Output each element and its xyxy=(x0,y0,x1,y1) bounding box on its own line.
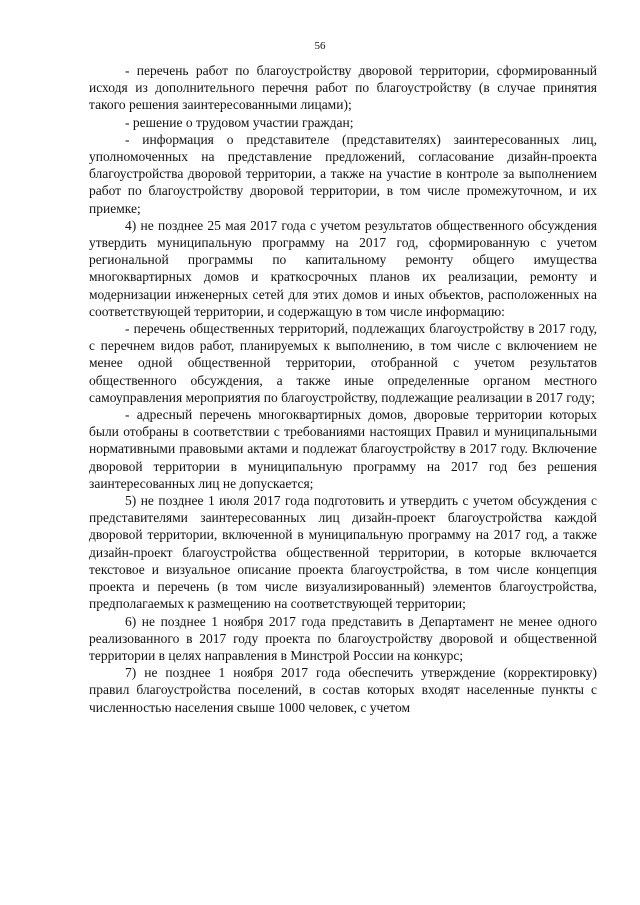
document-body xyxy=(89,62,597,716)
paragraph-item-5: 5) не позднее 1 июля 2017 года подготовить и утвердить с учетом обсуждения с представителями заинтересованных лиц дизайн-проект благоустройства каждой дворовой территории, включенной в муниципальную программу на 2017 год, а также дизайн-проект благоустройства общественной территории, в которые включается текстовое и визуальное описание проекта благоустройства, в том числе концепция проекта и перечень (в том числе визуализированный) элементов благоустройства, предполагаемых к размещению на соответствующей территории; xyxy=(89,493,597,612)
paragraph-work-list: - перечень работ по благоустройству дворовой территории, сформированный исходя из дополнительного перечня работ по благоустройству (в случае принятия такого решения заинтересованными лицами); xyxy=(89,63,597,113)
paragraph-public-territories: - перечень общественных территорий, подлежащих благоустройству в 2017 году, с перечнем видов работ, планируемых к выполнению, в том числе с включением не менее одной общественной территории, отобранной с учетом результатов общественного обсуждения, а также иные определенные органом местного самоуправления мероприятия по благоустройству, подлежащие реализации в 2017 году; xyxy=(89,321,597,405)
paragraph-address-list: - адресный перечень многоквартирных домов, дворовые территории которых были отобраны в соответствии с требованиями настоящих Правил и муниципальными нормативными правовыми актами и подлежат благоустройству в 2017 году. Включение дворовой территории в муниципальную программу на 2017 год без решения заинтересованных лиц не допускается; xyxy=(89,407,597,491)
paragraph-item-7: 7) не позднее 1 ноября 2017 года обеспечить утверждение (корректировку) правил благоустройства поселений, в состав которых входят населенные пункты с численностью населения свыше 1000 человек, с учетом xyxy=(89,665,597,715)
paragraph-labor-participation: - решение о трудовом участии граждан; xyxy=(125,114,354,130)
paragraph-item-6: 6) не позднее 1 ноября 2017 года представить в Департамент не менее одного реализованного в 2017 году проекта по благоустройству дворовой и общественной территории в целях направления в Минстрой России на конкурс; xyxy=(89,613,597,663)
page-number: 56 xyxy=(314,40,326,52)
paragraph-item-4: 4) не позднее 25 мая 2017 года с учетом результатов общественного обсуждения утвердить муниципальную программу на 2017 год, сформированную с учетом региональной программы по капитальному ремонту общего имущества многоквартирных домов и краткосрочных планов их реализации, ремонту и модернизации инженерных сетей для этих домов и иных объектов, расположенных на соответствующей территории, и содержащую в том числе информацию: xyxy=(89,217,597,319)
paragraph-representative-info: - информация о представителе (представителях) заинтересованных лиц, уполномоченных на представление предложений, согласование дизайн-проекта благоустройства дворовой территории, а также на участие в контроле за выполнением работ по благоустройству дворовой территории, в том числе промежуточном, и их приемке; xyxy=(89,131,597,216)
